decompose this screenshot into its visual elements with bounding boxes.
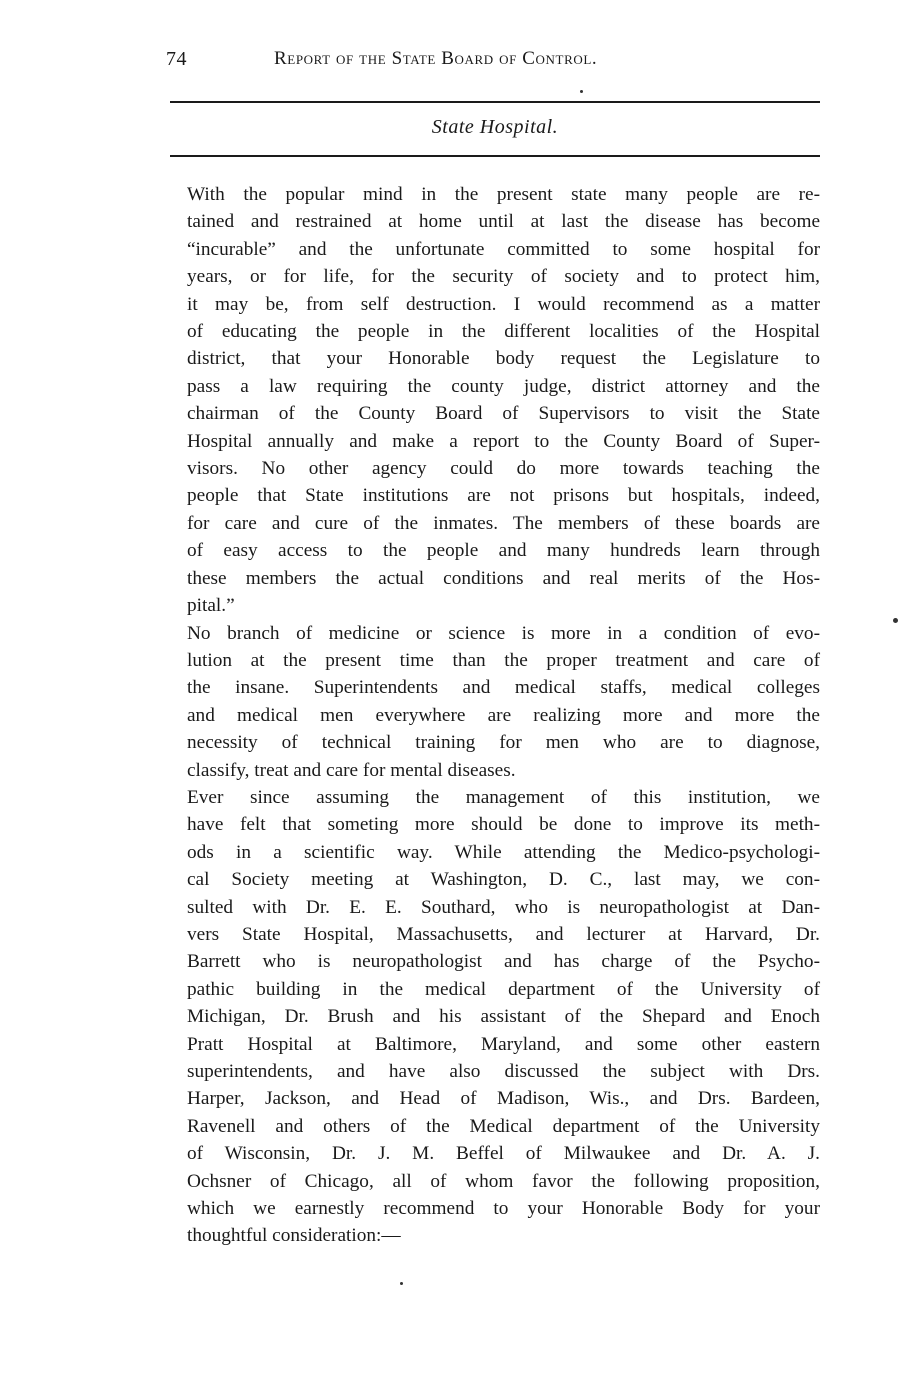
paragraph <box>166 620 820 784</box>
text-line: it may be, from self destruction. I would recommend as a matter <box>187 293 820 315</box>
text-line: cal Society meeting at Washington, D. C., last may, we con- <box>187 869 820 891</box>
text-line: Barrett who is neuropathologist and has charge of the Psycho- <box>187 951 820 973</box>
text-line: and medical men everywhere are realizing more and more the <box>187 704 820 726</box>
section-heading: State Hospital. <box>431 116 559 138</box>
text-line: Pratt Hospital at Baltimore, Maryland, and some other eastern <box>187 1033 820 1055</box>
text-line: the insane. Superintendents and medical staffs, medical colleges <box>187 677 820 699</box>
text-line: pass a law requiring the county judge, district attorney and the <box>187 375 820 397</box>
text-line: pital.” <box>187 595 235 617</box>
print-speck <box>400 1282 403 1285</box>
header-rule-bottom <box>170 155 820 157</box>
text-line: Michigan, Dr. Brush and his assistant of the Shepard and Enoch <box>187 1006 820 1028</box>
text-line: which we earnestly recommend to your Honorable Body for your <box>187 1198 820 1220</box>
text-line: classify, treat and care for mental diseases. <box>187 759 516 781</box>
paragraph <box>166 784 820 1250</box>
print-speck <box>893 618 898 623</box>
text-line: of easy access to the people and many hundreds learn through <box>187 540 820 562</box>
paragraph <box>166 181 820 620</box>
running-title: Report of the State Board of Control. <box>274 48 598 69</box>
text-line: visors. No other agency could do more towards teaching the <box>187 458 820 480</box>
text-line: With the popular mind in the present state many people are re- <box>187 184 820 205</box>
text-line: necessity of technical training for men who are to diagnose, <box>187 732 820 754</box>
body-text <box>166 181 820 1250</box>
text-line: district, that your Honorable body request the Legislature to <box>187 348 820 370</box>
page-header <box>166 48 820 78</box>
text-line: lution at the present time than the proper treatment and care of <box>187 649 820 671</box>
text-line: have felt that someting more should be done to improve its meth- <box>187 814 820 836</box>
text-line: thoughtful consideration:— <box>187 1225 401 1247</box>
text-line: Ochsner of Chicago, all of whom favor the following proposition, <box>187 1170 820 1192</box>
text-line: No branch of medicine or science is more in a condition of evo- <box>187 622 820 644</box>
text-line: Ever since assuming the management of this institution, we <box>187 786 820 808</box>
text-line: sulted with Dr. E. E. Southard, who is neuropathologist at Dan- <box>187 896 820 918</box>
text-line: of educating the people in the different localities of the Hospital <box>187 321 820 343</box>
text-line: superintendents, and have also discussed the subject with Drs. <box>187 1061 820 1082</box>
text-line: Harper, Jackson, and Head of Madison, Wis., and Drs. Bardeen, <box>187 1088 820 1110</box>
text-line: for care and cure of the inmates. The members of these boards are <box>187 512 820 534</box>
text-line: ods in a scientific way. While attending the Medico-psychologi- <box>187 841 820 863</box>
text-line: Hospital annually and make a report to the County Board of Super- <box>187 430 820 452</box>
text-line: of Wisconsin, Dr. J. M. Beffel of Milwaukee and Dr. A. J. <box>187 1143 820 1165</box>
text-line: “incurable” and the unfortunate committed to some hospital for <box>187 238 820 260</box>
text-line: chairman of the County Board of Supervisors to visit the State <box>187 403 820 425</box>
text-line: these members the actual conditions and real merits of the Hos- <box>187 567 820 589</box>
page-number: 74 <box>166 48 187 70</box>
text-line: pathic building in the medical department of the University of <box>187 978 820 1000</box>
text-line: Ravenell and others of the Medical department of the University <box>187 1115 820 1137</box>
text-line: years, or for life, for the security of society and to protect him, <box>187 266 820 288</box>
text-line: vers State Hospital, Massachusetts, and lecturer at Harvard, Dr. <box>187 923 820 945</box>
print-speck <box>580 90 583 93</box>
text-line: people that State institutions are not prisons but hospitals, indeed, <box>187 485 820 507</box>
header-rule-top <box>170 101 820 103</box>
text-line: tained and restrained at home until at last the disease has become <box>187 211 820 233</box>
